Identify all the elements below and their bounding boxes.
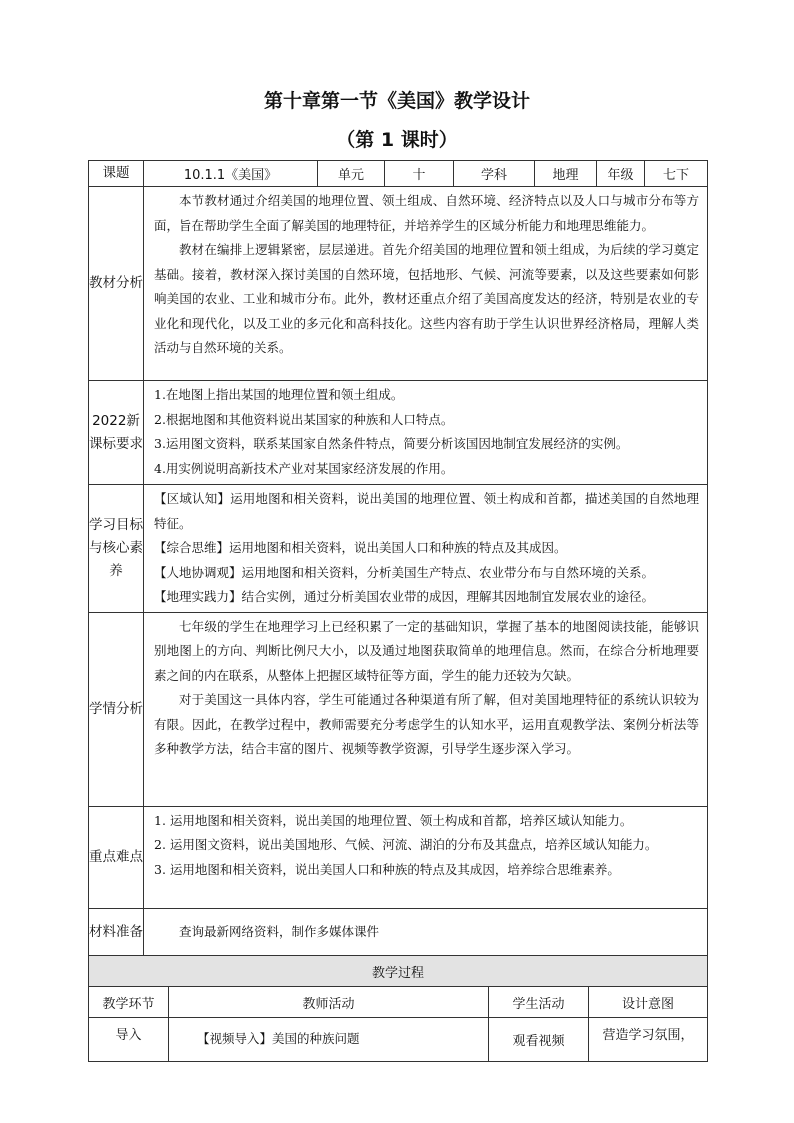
objective-item: 【人地协调观】运用地图和相关资料，分析美国生产特点、农业带分布与自然环境的关系。 (154, 564, 655, 580)
lesson-info-table (88, 160, 708, 957)
topic-label: 课题 (89, 161, 144, 187)
learner-paragraph: 七年级的学生在地理学习上已经积累了一定的基础知识，掌握了基本的地图阅读技能，能够识别地图上的方向、判断比例尺大小，以及通过地图获取简单的地理信息。然而，在综合分析地理要素之间的内在联系，从整体上把握区域特征等方面，学生的能力还较为欠缺。 (154, 618, 699, 683)
process-heading: 教学过程 (89, 956, 708, 987)
keypoints-row (89, 806, 708, 908)
objective-item: 【综合思维】运用地图和相关资料，说出美国人口和种族的特点及其成因。 (154, 540, 567, 555)
keypoint-item: 2. 运用图文资料，说出美国地形、气候、河流、湖泊的分布及其盘点，培养区域认知能力。 (154, 837, 658, 852)
column-header-teacher: 教师活动 (169, 987, 489, 1018)
process-column-header-row (89, 987, 708, 1018)
objective-item: 【区域认知】运用地图和相关资料，说出美国的地理位置、领土构成和首都，描述美国的自然地理特征。 (154, 491, 699, 531)
process-student-activity: 观看视频 (489, 1018, 589, 1062)
unit-value: 十 (385, 161, 454, 187)
teaching-process-table (88, 955, 708, 1062)
header-row (89, 161, 708, 187)
materials-row (89, 908, 708, 956)
learner-analysis-content (144, 612, 708, 806)
learner-analysis-label: 学情分析 (89, 612, 144, 806)
grade-label: 年级 (597, 161, 645, 187)
objectives-label: 学习目标与核心素养 (89, 485, 144, 613)
objective-item: 【地理实践力】结合实例，通过分析美国农业带的成因，理解其因地制宜发展农业的途径。 (154, 589, 655, 604)
materials-content (144, 908, 708, 956)
page-subtitle: （第 1 课时） (336, 129, 458, 151)
unit-label: 单元 (318, 161, 385, 187)
topic-value: 10.1.1《美国》 (144, 161, 318, 187)
column-header-stage: 教学环节 (89, 987, 169, 1018)
learner-analysis-row (89, 612, 708, 806)
keypoint-item: 3. 运用地图和相关资料，说出美国人口和种族的特点及其成因，培养综合思维素养。 (154, 861, 620, 877)
textbook-analysis-content (144, 187, 708, 381)
page-title: 第十章第一节《美国》教学设计 (263, 90, 530, 112)
keypoints-label: 重点难点 (89, 806, 144, 908)
materials-text: 查询最新网络资料，制作多媒体课件 (179, 923, 380, 939)
column-header-student: 学生活动 (489, 987, 589, 1018)
standards-item: 4.用实例说明高新技术产业对某国家经济发展的作用。 (154, 460, 454, 476)
learner-paragraph: 对于美国这一具体内容，学生可能通过各种渠道有所了解，但对美国地理特征的系统认识较为有限。因此，在教学过程中，教师需要充分考虑学生的认知水平，运用直观教学法、案例分析法等多种教学方法，结合丰富的图片、视频等教学资源，引导学生逐步深入学习。 (154, 692, 699, 756)
standards-row (89, 381, 708, 485)
keypoint-item: 1. 运用地图和相关资料，说出美国的地理位置、领土构成和首都，培养区域认知能力。 (154, 812, 633, 828)
table-row (89, 1018, 708, 1062)
standards-content (144, 381, 708, 485)
objectives-row (89, 485, 708, 613)
process-heading-row (89, 956, 708, 987)
textbook-analysis-row (89, 187, 708, 381)
textbook-paragraph: 教材在编排上逻辑紧密，层层递进。首先介绍美国的地理位置和领土组成，为后续的学习奠定基础。接着，教材深入探讨美国的自然环境，包括地形、气候、河流等要素，以及这些要素如何影响美国的农业、工业和城市分布。此外，教材还重点介绍了美国高度发达的经济，特别是农业的专业化和现代化，以及工业的多元化和高科技化。这些内容有助于学生认识世界经济格局，理解人类活动与自然环境的关系。 (154, 242, 699, 355)
subject-label: 学科 (454, 161, 535, 187)
subject-value: 地理 (535, 161, 597, 187)
textbook-analysis-label: 教材分析 (89, 187, 144, 381)
objectives-content (144, 485, 708, 613)
grade-value: 七下 (645, 161, 708, 187)
process-teacher-activity: 【视频导入】美国的种族问题 (169, 1018, 489, 1062)
process-stage: 导入 (89, 1018, 169, 1062)
materials-label: 材料准备 (89, 908, 144, 956)
standards-item: 2.根据地图和其他资料说出某国家的种族和人口特点。 (154, 411, 454, 427)
textbook-paragraph: 本节教材通过介绍美国的地理位置、领土组成、自然环境、经济特点以及人口与城市分布等方面，旨在帮助学生全面了解美国的地理特征，并培养学生的区域分析能力和地理思维能力。 (154, 193, 699, 233)
keypoints-content (144, 806, 708, 908)
standards-label: 2022新课标要求 (89, 381, 144, 485)
standards-item: 3.运用图文资料，联系某国家自然条件特点，简要分析该国因地制宜发展经济的实例。 (154, 436, 629, 451)
standards-item: 1.在地图上指出某国的地理位置和领土组成。 (154, 387, 404, 402)
process-design-intent: 营造学习氛围， (589, 1018, 708, 1062)
column-header-intent: 设计意图 (589, 987, 708, 1018)
